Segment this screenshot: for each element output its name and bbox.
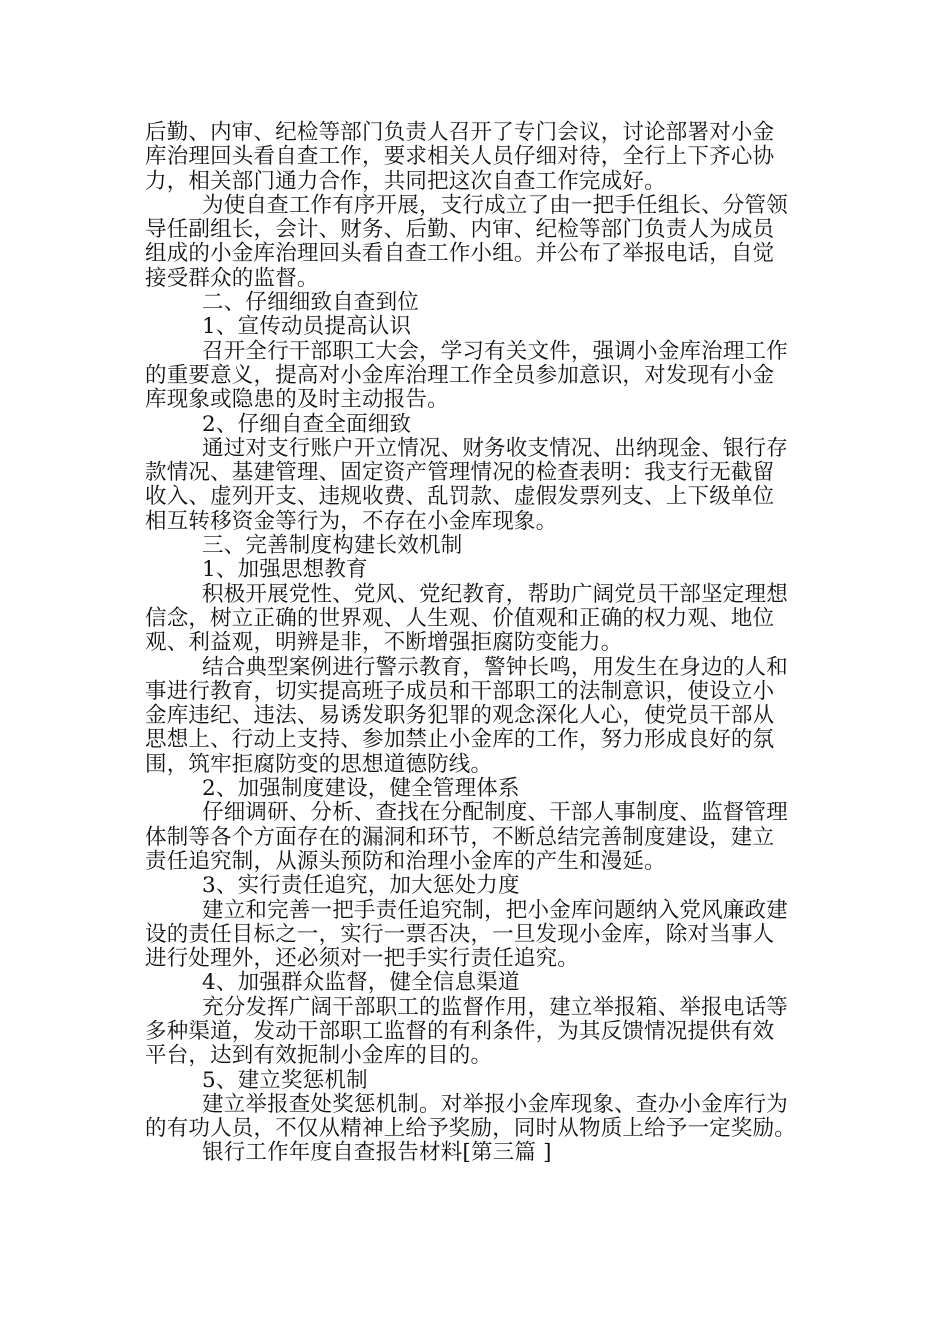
- text-line: 召开全行干部职工大会，学习有关文件，强调小金库治理工作: [202, 338, 788, 364]
- text-line: 观、利益观，明辨是非，不断增强拒腐防变能力。: [145, 630, 623, 656]
- text-line: 的重要意义，提高对小金库治理工作全员参加意识，对发现有小金: [145, 362, 775, 388]
- text-line: 设的责任目标之一，实行一票否决，一旦发现小金库，除对当事人: [145, 921, 775, 947]
- text-line: 信念，树立正确的世界观、人生观、价值观和正确的权力观、地位: [145, 605, 775, 631]
- text-line: 库治理回头看自查工作，要求相关人员仔细对待，全行上下齐心协: [145, 144, 775, 170]
- text-line: 后勤、内审、纪检等部门负责人召开了专门会议，讨论部署对小金: [145, 120, 775, 145]
- text-line: 相互转移资金等行为，不存在小金库现象。: [145, 508, 558, 534]
- text-line: 三、完善制度构建长效机制: [202, 533, 463, 559]
- text-line: 为使自查工作有序开展，支行成立了由一把手任组长、分管领: [202, 192, 788, 218]
- text-line: 银行工作年度自查报告材料[第三篇 ]: [202, 1140, 552, 1166]
- text-line: 结合典型案例进行警示教育，警钟长鸣，用发生在身边的人和: [202, 654, 788, 680]
- text-line: 导任副组长，会计、财务、后勤、内审、纪检等部门负责人为成员: [145, 217, 775, 243]
- text-line: 进行处理外，还必须对一把手实行责任追究。: [145, 946, 580, 972]
- text-line: 2、加强制度建设，健全管理体系: [202, 776, 520, 802]
- text-line: 5、建立奖惩机制: [202, 1067, 368, 1093]
- text-line: 3、实行责任追究，加大惩处力度: [202, 873, 520, 899]
- text-line: 4、加强群众监督，健全信息渠道: [202, 970, 520, 996]
- document-body: [145, 121, 815, 1166]
- text-line: 库现象或隐患的及时主动报告。: [145, 387, 449, 413]
- text-line: 通过对支行账户开立情况、财务收支情况、出纳现金、银行存: [202, 435, 788, 461]
- text-line: 事进行教育，切实提高班子成员和干部职工的法制意识，使设立小: [145, 678, 775, 704]
- text-line: 金库违纪、违法、易诱发职务犯罪的观念深化人心，使党员干部从: [145, 703, 775, 729]
- text-line: 力，相关部门通力合作，共同把这次自查工作完成好。: [145, 168, 666, 194]
- text-line: 1、加强思想教育: [202, 557, 368, 583]
- text-line: 组成的小金库治理回头看自查工作小组。并公布了举报电话，自觉: [145, 241, 775, 267]
- text-line: 体制等各个方面存在的漏洞和环节，不断总结完善制度建设，建立: [145, 824, 775, 850]
- text-line: 建立举报查处奖惩机制。对举报小金库现象、查办小金库行为: [202, 1091, 788, 1117]
- text-line: 接受群众的监督。: [145, 265, 319, 291]
- text-line: 仔细调研、分析、查找在分配制度、干部人事制度、监督管理: [202, 800, 788, 826]
- text-line: 积极开展党性、党风、党纪教育，帮助广阔党员干部坚定理想: [202, 581, 788, 607]
- text-line: 思想上、行动上支持、参加禁止小金库的工作，努力形成良好的氛: [145, 727, 775, 753]
- text-line: 建立和完善一把手责任追究制，把小金库问题纳入党风廉政建: [202, 897, 788, 923]
- text-line: 多种渠道，发动干部职工监督的有利条件，为其反馈情况提供有效: [145, 1018, 775, 1044]
- text-line: 1、宣传动员提高认识: [202, 314, 412, 340]
- text-line: 二、仔细细致自查到位: [202, 290, 420, 316]
- text-line: 围，筑牢拒腐防变的思想道德防线。: [145, 751, 493, 777]
- text-line: 平台，达到有效扼制小金库的目的。: [145, 1043, 493, 1069]
- text-line: 款情况、基建管理、固定资产管理情况的检查表明：我支行无截留: [145, 460, 775, 486]
- text-line: 的有功人员，不仅从精神上给予奖励，同时从物质上给予一定奖励。: [145, 1116, 797, 1142]
- text-line: 充分发挥广阔干部职工的监督作用，建立举报箱、举报电话等: [202, 994, 788, 1020]
- text-line: 责任追究制，从源头预防和治理小金库的产生和漫延。: [145, 848, 666, 874]
- text-line: 2、仔细自查全面细致: [202, 411, 412, 437]
- text-line: 收入、虚列开支、违规收费、乱罚款、虚假发票列支、上下级单位: [145, 484, 775, 510]
